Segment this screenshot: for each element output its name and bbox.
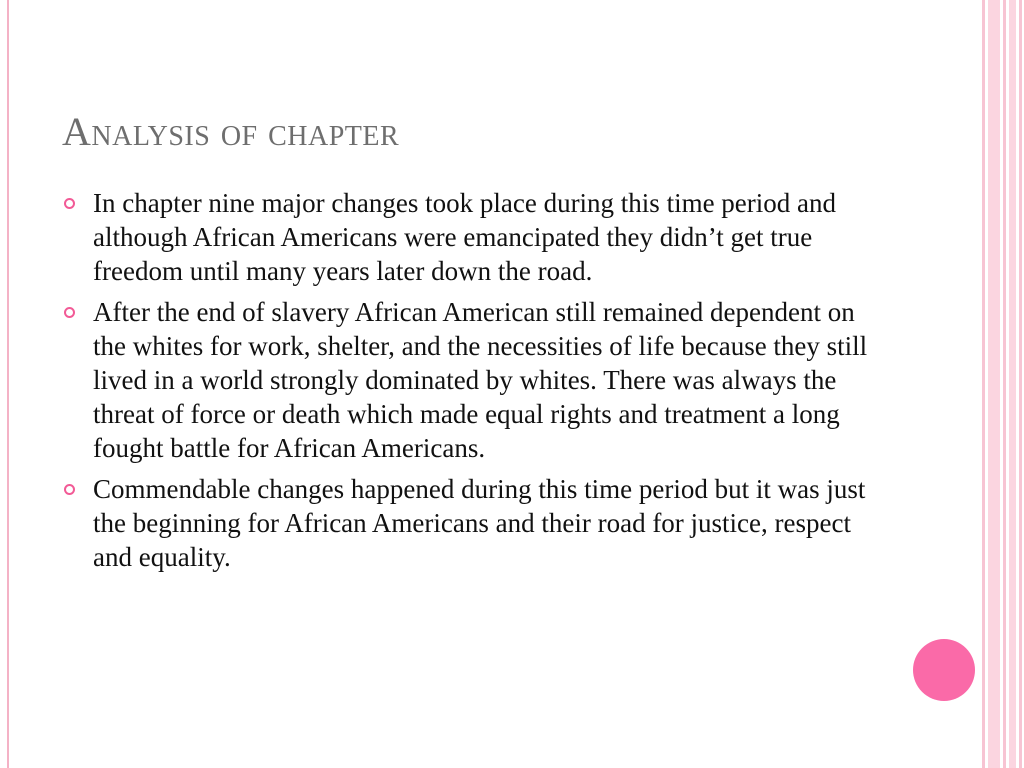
left-decorative-rule [7, 0, 9, 768]
stripe [1019, 0, 1022, 768]
right-decorative-stripes [982, 0, 1024, 768]
bullet-item [62, 186, 872, 288]
bullet-item [62, 472, 872, 574]
bullet-text: Commendable changes happened during this time period but it was just the beginning for African Americans and their road for justice, respect and equality. [93, 474, 866, 572]
bullet-text: After the end of slavery African American still remained dependent on the whites for work, shelter, and the necessities of life because they still lived in a world strongly dominated by whites. There was always the threat of force or death which made equal rights and treatment a long fought battle for African Americans. [93, 297, 868, 463]
slide-title: Analysis of chapter [62, 109, 400, 154]
bullet-circle-icon [64, 307, 75, 318]
stripe [988, 0, 1000, 768]
bullet-item [62, 295, 872, 465]
bullet-circle-icon [64, 198, 75, 209]
bullet-circle-icon [64, 484, 75, 495]
stripe [982, 0, 985, 768]
bullet-list [62, 186, 872, 581]
stripe [1009, 0, 1016, 768]
decorative-circle [913, 639, 975, 701]
stripe [1003, 0, 1006, 768]
bullet-text: In chapter nine major changes took place during this time period and although African Americans were emancipated they didn’t get true freedom until many years later down the road. [93, 188, 837, 286]
